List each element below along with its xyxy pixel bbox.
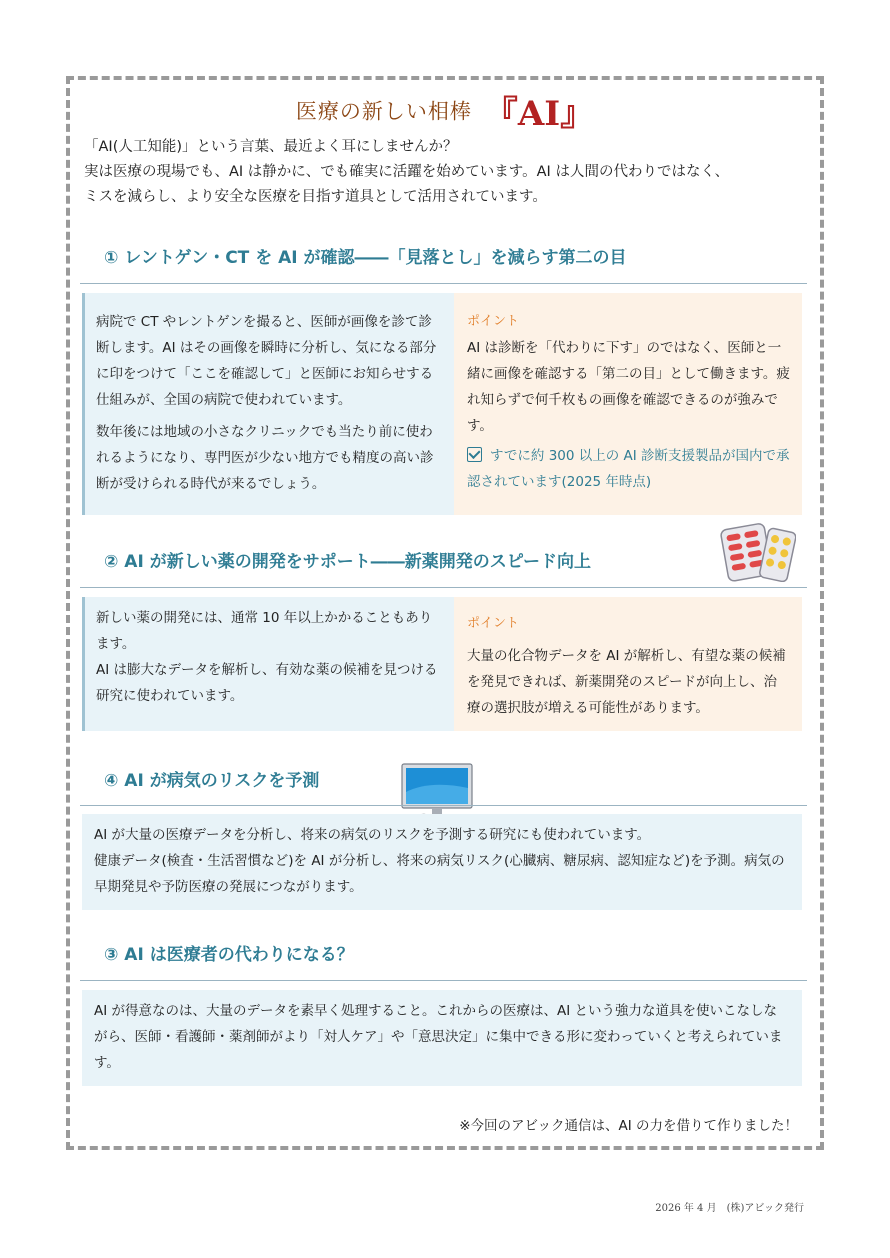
point-label: ポイント [467, 314, 520, 329]
intro-line: ミスを減らし、より安全な医療を目指す道具として活用されています。 [84, 189, 547, 205]
section2-heading: ② AI が新しい薬の開発をサポート――新薬開発のスピード向上 [104, 552, 592, 572]
intro-line: 「AI(人工知能)」という言葉、最近よく耳にしませんか？ [84, 139, 458, 155]
section4-line2: 健康データ(検査・生活習慣など)を AI が分析し、将来の病気リスク(心臓病、糖尿病、認知症など)を予測。病気の早期発見や予防医療の発展につながります。 [94, 853, 785, 895]
title-ai: 『AI』 [483, 94, 595, 134]
pill-blister-icon [718, 518, 796, 582]
section1-point [454, 293, 802, 515]
section1-body2: 数年後には地域の小さなクリニックでも当たり前に使われるようになり、専門医が少ない地方でも精度の高い診断が受けられる時代が来るでしょう。 [96, 424, 434, 492]
section1-heading: ① レントゲン・CT を AI が確認――「見落とし」を減らす第二の目 [104, 248, 627, 268]
section1-highlight-row [467, 443, 790, 495]
section2-point [454, 597, 802, 731]
intro-text [84, 135, 814, 210]
checkbox-icon [467, 447, 482, 462]
title-main: 医療の新しい相棒 [295, 99, 472, 124]
section1-point-text: AI は診断を「代わりに下す」のではなく、医師と一緒に画像を確認する「第二の目」として働きます。疲れ知らずで何千枚もの画像を確認できるのが強みです。 [467, 340, 790, 434]
section3-body [82, 990, 802, 1086]
intro-line: 実は医療の現場でも、AI は静かに、でも確実に活躍を始めています。AI は人間の代わりではなく、 [84, 164, 730, 180]
section4-heading: ④ AI が病気のリスクを予測 [104, 771, 320, 791]
point-label: ポイント [467, 616, 520, 631]
divider [80, 805, 807, 806]
divider [80, 283, 807, 284]
section1-body1: 病院で CT やレントゲンを撮ると、医師が画像を診て診断します。AI はその画像を瞬時に分析し、気になる部分に印をつけて「ここを確認して」と医師にお知らせする仕組みが、全国の病院で使われています。 [96, 314, 437, 408]
footnote: ※今回のアビック通信は、AI の力を借りて作りました！ [459, 1118, 798, 1134]
section3-text: AI が得意なのは、大量のデータを素早く処理すること。これからの医療は、AI という強力な道具を使いこなしながら、医師・看護師・薬剤師がより「対人ケア」や「意思決定」に集中できる形に変わっていくと考えられています。 [94, 1003, 783, 1071]
section1-body [82, 293, 454, 515]
divider [80, 587, 807, 588]
section1-highlight: すでに約 300 以上の AI 診断支援製品が国内で承認されています(2025 年時点) [467, 448, 790, 490]
divider [80, 980, 807, 981]
section2-body [82, 597, 454, 731]
page-title [0, 86, 890, 134]
section4-body [82, 814, 802, 910]
footer-publisher: 2026 年 4 月 (株)アビック発行 [655, 1203, 804, 1214]
section2-body1: 新しい薬の開発には、通常 10 年以上かかることもあります。 [96, 610, 433, 652]
section3-heading: ③ AI は医療者の代わりになる？ [104, 945, 354, 965]
section2-body2: AI は膨大なデータを解析し、有効な薬の候補を見つける研究に使われています。 [96, 662, 438, 704]
section4-line1: AI が大量の医療データを分析し、将来の病気のリスクを予測する研究にも使われています。 [94, 827, 651, 843]
section2-point-text: 大量の化合物データを AI が解析し、有望な薬の候補を発見できれば、新薬開発のスピードが向上し、治療の選択肢が増える可能性があります。 [467, 648, 786, 716]
